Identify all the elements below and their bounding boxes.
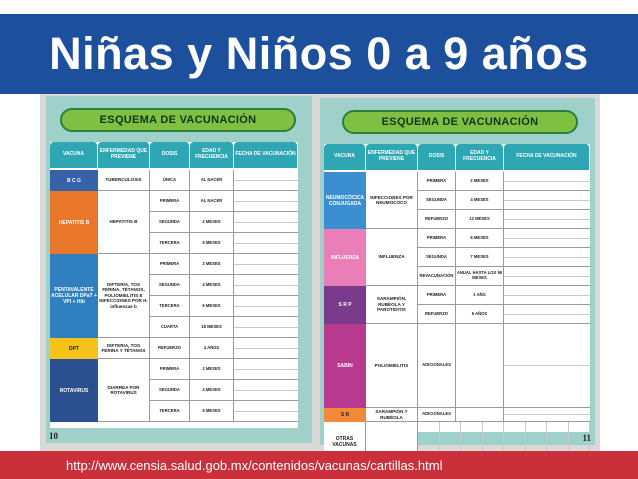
disease-cell: TUBERCULOSIS bbox=[98, 170, 150, 191]
date-line bbox=[234, 317, 298, 328]
blank-grid bbox=[418, 422, 590, 451]
dose-row bbox=[150, 380, 298, 401]
age-cell: 4 MESES bbox=[190, 275, 234, 296]
date-line bbox=[504, 267, 590, 277]
dose-row bbox=[418, 229, 590, 248]
date-line bbox=[234, 202, 298, 212]
left_page-header-row bbox=[50, 142, 298, 168]
vaccine-row bbox=[324, 286, 590, 324]
vaccine-row bbox=[324, 422, 590, 451]
date-cell bbox=[234, 212, 298, 233]
date-cell bbox=[234, 275, 298, 296]
vaccine-name: NEUMOCÓCICA CONJUGADA bbox=[324, 172, 366, 229]
vaccine-name: B C G bbox=[50, 170, 98, 191]
age-cell: 6 MESES bbox=[456, 229, 504, 248]
date-cell bbox=[504, 172, 590, 191]
date-cell bbox=[234, 191, 298, 212]
age-cell: 6 MESES bbox=[190, 296, 234, 317]
grid-cell bbox=[483, 422, 505, 451]
dose-cell: REFUERZO bbox=[418, 305, 456, 324]
disease-cell: DIARREA POR ROTAVIRUS bbox=[98, 359, 150, 422]
date-cell bbox=[504, 248, 590, 267]
slide-title: Niñas y Niños 0 a 9 años bbox=[49, 28, 589, 79]
grid-cell bbox=[504, 422, 526, 451]
date-line bbox=[234, 275, 298, 286]
vaccine-name: HEPATITIS B bbox=[50, 191, 98, 254]
date-line bbox=[234, 359, 298, 370]
date-line bbox=[504, 305, 590, 315]
date-line bbox=[504, 172, 590, 182]
age-cell: 6 AÑOS bbox=[456, 305, 504, 324]
left-banner bbox=[60, 108, 296, 132]
dose-cell: SEGUNDA bbox=[150, 275, 190, 296]
grid-cell bbox=[418, 422, 440, 451]
date-line bbox=[504, 286, 590, 296]
age-cell bbox=[456, 408, 504, 422]
dose-row bbox=[418, 286, 590, 305]
dose-row bbox=[150, 275, 298, 296]
dose-list bbox=[150, 170, 298, 191]
date-line bbox=[234, 412, 298, 422]
dose-list bbox=[150, 338, 298, 359]
date-line bbox=[234, 265, 298, 275]
disease-cell: SARAMPIÓN Y RUBÉOLA bbox=[366, 408, 418, 422]
date-cell bbox=[234, 233, 298, 254]
date-line bbox=[234, 286, 298, 296]
vaccine-name: S R bbox=[324, 408, 366, 422]
age-cell: 12 MESES bbox=[456, 210, 504, 229]
header-vacuna: VACUNA bbox=[50, 142, 98, 168]
dose-row bbox=[150, 170, 298, 191]
dose-row bbox=[150, 338, 298, 359]
dose-row bbox=[150, 233, 298, 254]
date-cell bbox=[504, 191, 590, 210]
age-cell: 2 MESES bbox=[456, 172, 504, 191]
date-line bbox=[234, 212, 298, 223]
vaccine-name: INFLUENZA bbox=[324, 229, 366, 286]
disease-cell: INFECCIONES POR NEUMOCOCO bbox=[366, 172, 418, 229]
date-line bbox=[234, 233, 298, 244]
dose-list bbox=[418, 408, 590, 422]
date-cell bbox=[234, 296, 298, 317]
date-cell bbox=[234, 254, 298, 275]
date-cell bbox=[504, 324, 590, 408]
dose-list bbox=[150, 254, 298, 338]
date-cell bbox=[234, 401, 298, 422]
date-line bbox=[504, 182, 590, 191]
vaccine-row bbox=[50, 254, 298, 338]
date-cell bbox=[234, 338, 298, 359]
header-edad: EDAD Y FRECUENCIA bbox=[190, 142, 234, 168]
disease-cell: SARAMPIÓN, RUBÉOLA Y PAROTIDITIS bbox=[366, 286, 418, 324]
date-line bbox=[504, 210, 590, 220]
dose-row bbox=[150, 401, 298, 422]
date-line bbox=[234, 401, 298, 412]
dose-row bbox=[418, 172, 590, 191]
disease-cell: INFLUENZA bbox=[366, 229, 418, 286]
dose-cell: PRIMERA bbox=[150, 191, 190, 212]
dose-row bbox=[150, 191, 298, 212]
grid-cell bbox=[526, 422, 548, 451]
dose-cell: TERCERA bbox=[150, 233, 190, 254]
dose-cell: ADICIONALES bbox=[418, 408, 456, 422]
dose-row bbox=[150, 296, 298, 317]
date-line bbox=[504, 277, 590, 286]
age-cell: 2 MESES bbox=[190, 359, 234, 380]
dose-list bbox=[418, 286, 590, 324]
vaccine-row bbox=[324, 408, 590, 422]
dose-row bbox=[418, 191, 590, 210]
vaccine-row bbox=[324, 324, 590, 408]
age-cell: 2 MESES bbox=[190, 254, 234, 275]
dose-row bbox=[418, 408, 590, 422]
dose-cell: PRIMERA bbox=[150, 359, 190, 380]
right_page-header-row bbox=[324, 144, 590, 170]
header-enfermedad: ENFERMEDAD QUE PREVIENE bbox=[366, 144, 418, 170]
vaccine-name: SABIN bbox=[324, 324, 366, 408]
header-fecha: FECHA DE VACUNACIÓN bbox=[504, 144, 590, 170]
age-cell: 4 MESES bbox=[190, 380, 234, 401]
date-line bbox=[504, 201, 590, 210]
date-cell bbox=[234, 317, 298, 338]
dose-list bbox=[418, 229, 590, 286]
age-cell: 7 MESES bbox=[456, 248, 504, 267]
dose-row bbox=[418, 267, 590, 286]
dose-row bbox=[150, 254, 298, 275]
age-cell: ANUAL HASTA LOS 59 MESES bbox=[456, 267, 504, 286]
dose-cell: SEGUNDA bbox=[418, 191, 456, 210]
age-cell: AL NACER bbox=[190, 170, 234, 191]
vaccine-name: OTRAS VACUNAS bbox=[324, 422, 366, 451]
disease-cell bbox=[366, 422, 418, 451]
dose-list bbox=[418, 172, 590, 229]
date-line bbox=[234, 223, 298, 233]
disease-cell: DIFTERIA, TOS FERINA Y TÉTANOS bbox=[98, 338, 150, 359]
date-cell bbox=[504, 286, 590, 305]
age-cell: 1 AÑO bbox=[456, 286, 504, 305]
header-dosis: DOSIS bbox=[418, 144, 456, 170]
vaccine-row bbox=[50, 191, 298, 254]
grid-cell bbox=[440, 422, 462, 451]
left-page-number: 10 bbox=[49, 431, 58, 441]
age-cell: 6 MESES bbox=[190, 401, 234, 422]
dose-cell: PRIMERA bbox=[418, 229, 456, 248]
vaccine-row bbox=[324, 229, 590, 286]
dose-cell: REFUERZO bbox=[150, 338, 190, 359]
dose-list bbox=[418, 422, 590, 451]
date-cell bbox=[504, 408, 590, 422]
vaccine-name: PENTAVALENTE ACELULAR DPaT + VPI + Hib bbox=[50, 254, 98, 338]
date-line bbox=[234, 170, 298, 181]
dose-cell: ÚNICA bbox=[150, 170, 190, 191]
right-page bbox=[320, 98, 595, 448]
dose-blank bbox=[418, 422, 590, 451]
vaccine-row bbox=[50, 359, 298, 422]
dose-cell: PRIMERA bbox=[418, 286, 456, 305]
age-cell: 18 MESES bbox=[190, 317, 234, 338]
date-cell bbox=[504, 305, 590, 324]
grid-cell bbox=[461, 422, 483, 451]
dose-cell: SEGUNDA bbox=[418, 248, 456, 267]
vaccine-name: ROTAVIRUS bbox=[50, 359, 98, 422]
dose-cell: PRIMERA bbox=[150, 254, 190, 275]
date-line bbox=[234, 244, 298, 254]
date-line bbox=[234, 191, 298, 202]
header-dosis: DOSIS bbox=[150, 142, 190, 168]
left-schedule-table bbox=[50, 142, 298, 428]
date-line bbox=[234, 254, 298, 265]
dose-cell: SEGUNDA bbox=[150, 380, 190, 401]
header-enfermedad: ENFERMEDAD QUE PREVIENE bbox=[98, 142, 150, 168]
date-line bbox=[504, 408, 590, 415]
right-banner bbox=[342, 110, 578, 134]
vaccine-row bbox=[324, 172, 590, 229]
date-line bbox=[234, 181, 298, 191]
header-edad: EDAD Y FRECUENCIA bbox=[456, 144, 504, 170]
left-banner-text: ESQUEMA DE VACUNACIÓN bbox=[99, 114, 257, 126]
header-vacuna: VACUNA bbox=[324, 144, 366, 170]
left-page bbox=[46, 96, 312, 443]
dose-row bbox=[418, 305, 590, 324]
date-line bbox=[234, 328, 298, 338]
dose-cell: TERCERA bbox=[150, 401, 190, 422]
date-cell bbox=[504, 267, 590, 286]
date-line bbox=[234, 338, 298, 349]
date-line bbox=[234, 380, 298, 391]
date-line bbox=[234, 349, 298, 359]
date-line bbox=[234, 307, 298, 317]
vaccine-name: DPT bbox=[50, 338, 98, 359]
dose-row bbox=[418, 324, 590, 408]
date-line bbox=[234, 370, 298, 380]
right-banner-text: ESQUEMA DE VACUNACIÓN bbox=[381, 116, 539, 128]
date-line bbox=[504, 324, 590, 366]
grid-cell bbox=[547, 422, 569, 451]
disease-cell: HEPATITIS B bbox=[98, 191, 150, 254]
vaccine-name: S R P bbox=[324, 286, 366, 324]
source-url[interactable]: http://www.censia.salud.gob.mx/contenidos/vacunas/cartillas.html bbox=[66, 457, 443, 473]
footer-bar bbox=[0, 451, 638, 479]
date-line bbox=[504, 229, 590, 239]
dose-row bbox=[418, 210, 590, 229]
vaccination-card-photo bbox=[40, 94, 600, 451]
date-line bbox=[504, 366, 590, 407]
dose-cell: REVACUNACIÓN bbox=[418, 267, 456, 286]
date-line bbox=[504, 248, 590, 258]
date-cell bbox=[504, 229, 590, 248]
date-cell bbox=[234, 380, 298, 401]
dose-list bbox=[150, 359, 298, 422]
dose-cell: TERCERA bbox=[150, 296, 190, 317]
date-line bbox=[504, 258, 590, 267]
header-fecha: FECHA DE VACUNACIÓN bbox=[234, 142, 298, 168]
disease-cell: DIFTERIA, TOS FERINA, TÉTANOS, POLIOMIELITIS E INFECCIONES POR H. influenzae b bbox=[98, 254, 150, 338]
dose-cell: CUARTA bbox=[150, 317, 190, 338]
dose-row bbox=[150, 212, 298, 233]
date-cell bbox=[504, 210, 590, 229]
date-cell bbox=[234, 359, 298, 380]
age-cell: 4 AÑOS bbox=[190, 338, 234, 359]
date-cell bbox=[234, 170, 298, 191]
disease-cell: POLIOMIELITIS bbox=[366, 324, 418, 408]
age-cell: 6 MESES bbox=[190, 233, 234, 254]
dose-cell: PRIMERA bbox=[418, 172, 456, 191]
age-cell: AL NACER bbox=[190, 191, 234, 212]
date-line bbox=[504, 415, 590, 421]
dose-row bbox=[418, 248, 590, 267]
title-bar bbox=[0, 14, 638, 94]
date-line bbox=[504, 220, 590, 229]
dose-row bbox=[150, 317, 298, 338]
date-line bbox=[234, 391, 298, 401]
age-cell bbox=[456, 324, 504, 408]
age-cell: 2 MESES bbox=[190, 212, 234, 233]
date-line bbox=[504, 191, 590, 201]
vaccine-row bbox=[50, 338, 298, 359]
dose-cell: SEGUNDA bbox=[150, 212, 190, 233]
dose-list bbox=[418, 324, 590, 408]
dose-row bbox=[150, 359, 298, 380]
dose-cell: REFUERZO bbox=[418, 210, 456, 229]
dose-cell: ADICIONALES bbox=[418, 324, 456, 408]
right-page-number: 11 bbox=[582, 433, 591, 443]
date-line bbox=[234, 296, 298, 307]
date-line bbox=[504, 315, 590, 324]
date-line bbox=[504, 296, 590, 305]
dose-list bbox=[150, 191, 298, 254]
age-cell: 4 MESES bbox=[456, 191, 504, 210]
date-line bbox=[504, 239, 590, 248]
vaccine-row bbox=[50, 170, 298, 191]
